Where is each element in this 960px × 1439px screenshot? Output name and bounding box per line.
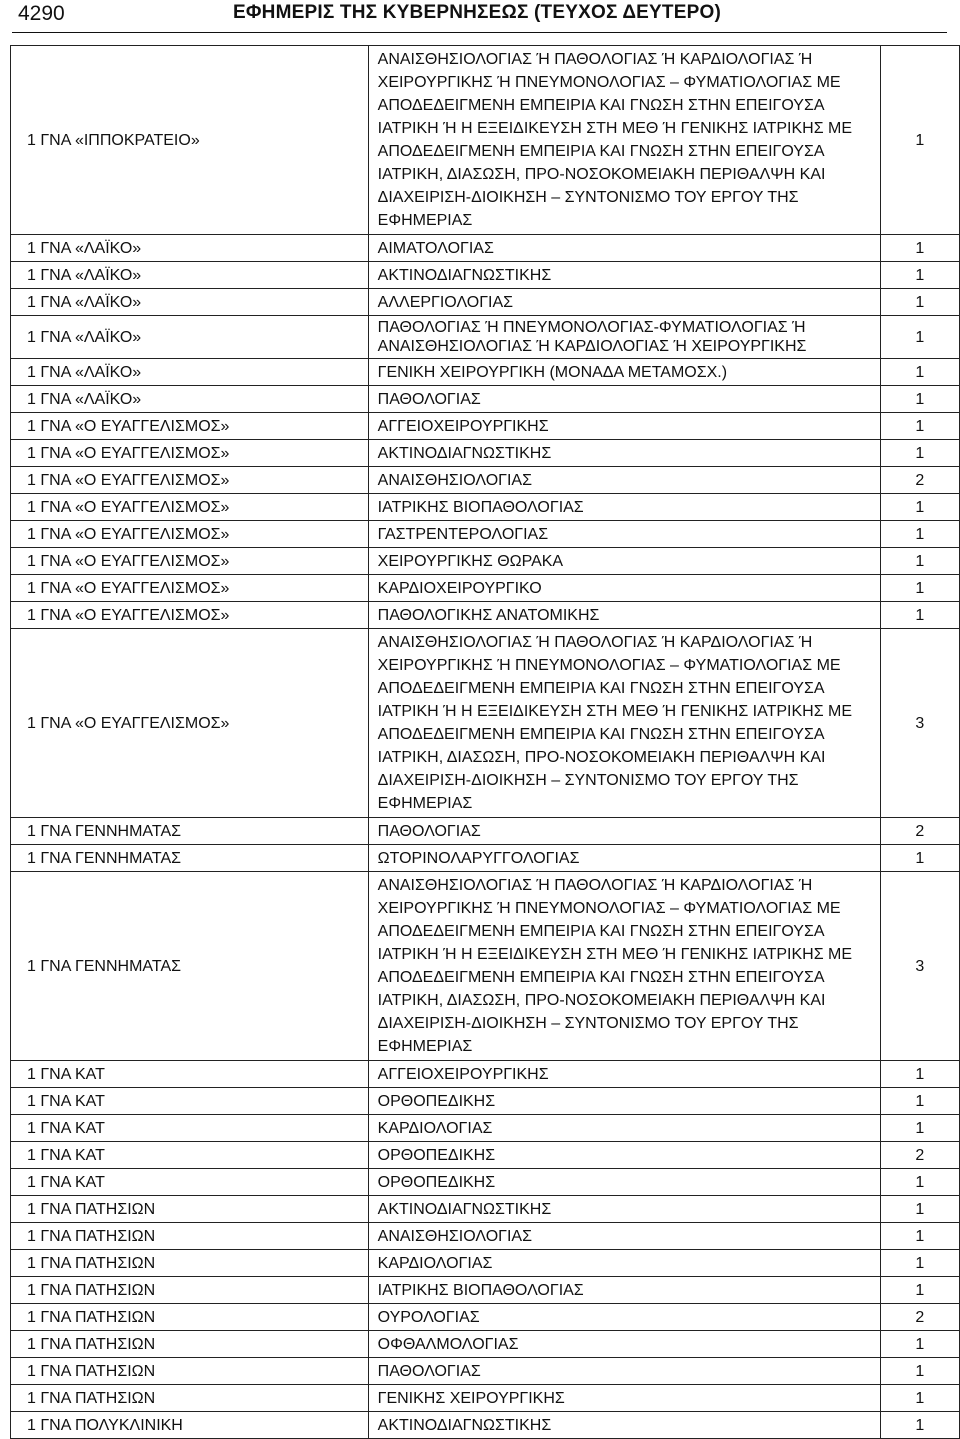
count-cell: 1 [880,1115,959,1142]
hospital-cell: 1 ΓΝΑ ΚΑΤ [11,1169,369,1196]
specialty-cell: ΧΕΙΡΟΥΡΓΙΚΗΣ ΘΩΡΑΚΑ [368,548,880,575]
specialty-cell: ΠΑΘΟΛΟΓΙΑΣ [368,1358,880,1385]
count-cell: 2 [880,467,959,494]
hospital-cell: 1 ΓΝΑ «Ο ΕΥΑΓΓΕΛΙΣΜΟΣ» [11,575,369,602]
table-row [11,1331,960,1358]
hospital-cell: 1 ΓΝΑ ΓΕΝΝΗΜΑΤΑΣ [11,845,369,872]
hospital-cell: 1 ΓΝΑ ΓΕΝΝΗΜΑΤΑΣ [11,872,369,1061]
table-row [11,1385,960,1412]
hospital-cell: 1 ΓΝΑ «Ο ΕΥΑΓΓΕΛΙΣΜΟΣ» [11,440,369,467]
hospital-cell: 1 ΓΝΑ «ΛΑΪΚΟ» [11,386,369,413]
hospital-cell: 1 ΓΝΑ ΠΑΤΗΣΙΩΝ [11,1331,369,1358]
table-row [11,467,960,494]
hospital-cell: 1 ΓΝΑ ΠΑΤΗΣΙΩΝ [11,1304,369,1331]
specialty-cell: ΓΑΣΤΡΕΝΤΕΡΟΛΟΓΙΑΣ [368,521,880,548]
hospital-cell: 1 ΓΝΑ «Ο ΕΥΑΓΓΕΛΙΣΜΟΣ» [11,467,369,494]
specialty-cell: ΚΑΡΔΙΟΛΟΓΙΑΣ [368,1250,880,1277]
specialty-cell: ΑΝΑΙΣΘΗΣΙΟΛΟΓΙΑΣ [368,467,880,494]
specialty-cell: ΙΑΤΡΙΚΗΣ ΒΙΟΠΑΘΟΛΟΓΙΑΣ [368,1277,880,1304]
table-row [11,602,960,629]
table-row [11,1277,960,1304]
count-cell: 1 [880,1277,959,1304]
table-row [11,1088,960,1115]
count-cell: 1 [880,1358,959,1385]
table-row [11,289,960,316]
specialty-cell: ΩΤΟΡΙΝΟΛΑΡΥΓΓΟΛΟΓΙΑΣ [368,845,880,872]
table-row [11,1412,960,1439]
specialty-cell: ΠΑΘΟΛΟΓΙΑΣ [368,818,880,845]
count-cell: 1 [880,494,959,521]
hospital-cell: 1 ΓΝΑ ΠΑΤΗΣΙΩΝ [11,1277,369,1304]
specialty-cell: ΟΡΘΟΠΕΔΙΚΗΣ [368,1088,880,1115]
specialty-cell: ΚΑΡΔΙΟΧΕΙΡΟΥΡΓΙΚΟ [368,575,880,602]
table-row [11,845,960,872]
table-row [11,386,960,413]
table-row [11,575,960,602]
count-cell: 1 [880,548,959,575]
table-row [11,46,960,235]
hospital-cell: 1 ΓΝΑ ΠΑΤΗΣΙΩΝ [11,1196,369,1223]
count-cell: 1 [880,262,959,289]
hospital-cell: 1 ΓΝΑ ΚΑΤ [11,1088,369,1115]
count-cell: 1 [880,1196,959,1223]
table-row [11,629,960,818]
hospital-cell: 1 ΓΝΑ ΚΑΤ [11,1142,369,1169]
hospital-cell: 1 ΓΝΑ «Ο ΕΥΑΓΓΕΛΙΣΜΟΣ» [11,494,369,521]
count-cell: 1 [880,235,959,262]
table-row [11,235,960,262]
table-row [11,262,960,289]
table-row [11,521,960,548]
specialty-cell: ΑΝΑΙΣΘΗΣΙΟΛΟΓΙΑΣ [368,1223,880,1250]
table-row [11,1115,960,1142]
specialty-cell: ΟΦΘΑΛΜΟΛΟΓΙΑΣ [368,1331,880,1358]
table-row [11,1142,960,1169]
count-cell: 1 [880,440,959,467]
count-cell: 1 [880,1250,959,1277]
hospital-cell: 1 ΓΝΑ ΚΑΤ [11,1115,369,1142]
positions-table [10,45,960,1439]
table-row [11,440,960,467]
specialty-cell: ΑΝΑΙΣΘΗΣΙΟΛΟΓΙΑΣ Ή ΠΑΘΟΛΟΓΙΑΣ Ή ΚΑΡΔΙΟΛΟΓΙΑΣ Ή ΧΕΙΡΟΥΡΓΙΚΗΣ Ή ΠΝΕΥΜΟΝΟΛΟΓΙΑΣ – ΦΥΜΑΤΙΟΛΟΓΙΑΣ ΜΕ ΑΠΟΔΕΔΕΙΓΜΕΝΗ ΕΜΠΕΙΡΙΑ ΚΑΙ ΓΝΩΣΗ ΣΤΗΝ ΕΠΕΙΓΟΥΣΑ ΙΑΤΡΙΚΗ Ή Η ΕΞΕΙΔΙΚΕΥΣΗ ΣΤΗ ΜΕΘ Ή ΓΕΝΙΚΗΣ ΙΑΤΡΙΚΗΣ ΜΕ ΑΠΟΔΕΔΕΙΓΜΕΝΗ ΕΜΠΕΙΡΙΑ ΚΑΙ ΓΝΩΣΗ ΣΤΗΝ ΕΠΕΙΓΟΥΣΑ ΙΑΤΡΙΚΗ, ΔΙΑΣΩΣΗ, ΠΡΟ-ΝΟΣΟΚΟΜΕΙΑΚΗ ΠΕΡΙΘΑΛΨΗ ΚΑΙ ΔΙΑΧΕΙΡΙΣΗ-ΔΙΟΙΚΗΣΗ – ΣΥΝΤΟΝΙΣΜΟ ΤΟΥ ΕΡΓΟΥ ΤΗΣ ΕΦΗΜΕΡΙΑΣ [368,872,880,1061]
specialty-cell: ΠΑΘΟΛΟΓΙΑΣ [368,386,880,413]
specialty-cell: ΑΛΛΕΡΓΙΟΛΟΓΙΑΣ [368,289,880,316]
hospital-cell: 1 ΓΝΑ ΠΑΤΗΣΙΩΝ [11,1223,369,1250]
specialty-cell: ΟΥΡΟΛΟΓΙΑΣ [368,1304,880,1331]
page-header [0,0,960,36]
count-cell: 1 [880,521,959,548]
hospital-cell: 1 ΓΝΑ ΠΑΤΗΣΙΩΝ [11,1385,369,1412]
table-row [11,316,960,359]
hospital-cell: 1 ΓΝΑ «Ο ΕΥΑΓΓΕΛΙΣΜΟΣ» [11,629,369,818]
hospital-cell: 1 ΓΝΑ ΓΕΝΝΗΜΑΤΑΣ [11,818,369,845]
hospital-cell: 1 ΓΝΑ «ΛΑΪΚΟ» [11,235,369,262]
hospital-cell: 1 ΓΝΑ «Ο ΕΥΑΓΓΕΛΙΣΜΟΣ» [11,521,369,548]
count-cell: 1 [880,359,959,386]
hospital-cell: 1 ΓΝΑ ΠΟΛΥΚΛΙΝΙΚΗ [11,1412,369,1439]
specialty-cell: ΑΝΑΙΣΘΗΣΙΟΛΟΓΙΑΣ Ή ΠΑΘΟΛΟΓΙΑΣ Ή ΚΑΡΔΙΟΛΟΓΙΑΣ Ή ΧΕΙΡΟΥΡΓΙΚΗΣ Ή ΠΝΕΥΜΟΝΟΛΟΓΙΑΣ – ΦΥΜΑΤΙΟΛΟΓΙΑΣ ΜΕ ΑΠΟΔΕΔΕΙΓΜΕΝΗ ΕΜΠΕΙΡΙΑ ΚΑΙ ΓΝΩΣΗ ΣΤΗΝ ΕΠΕΙΓΟΥΣΑ ΙΑΤΡΙΚΗ Ή Η ΕΞΕΙΔΙΚΕΥΣΗ ΣΤΗ ΜΕΘ Ή ΓΕΝΙΚΗΣ ΙΑΤΡΙΚΗΣ ΜΕ ΑΠΟΔΕΔΕΙΓΜΕΝΗ ΕΜΠΕΙΡΙΑ ΚΑΙ ΓΝΩΣΗ ΣΤΗΝ ΕΠΕΙΓΟΥΣΑ ΙΑΤΡΙΚΗ, ΔΙΑΣΩΣΗ, ΠΡΟ-ΝΟΣΟΚΟΜΕΙΑΚΗ ΠΕΡΙΘΑΛΨΗ ΚΑΙ ΔΙΑΧΕΙΡΙΣΗ-ΔΙΟΙΚΗΣΗ – ΣΥΝΤΟΝΙΣΜΟ ΤΟΥ ΕΡΓΟΥ ΤΗΣ ΕΦΗΜΕΡΙΑΣ [368,46,880,235]
hospital-cell: 1 ΓΝΑ «ΛΑΪΚΟ» [11,262,369,289]
count-cell: 1 [880,845,959,872]
specialty-cell: ΑΚΤΙΝΟΔΙΑΓΝΩΣΤΙΚΗΣ [368,440,880,467]
table-row [11,1304,960,1331]
specialty-cell: ΑΚΤΙΝΟΔΙΑΓΝΩΣΤΙΚΗΣ [368,1196,880,1223]
count-cell: 2 [880,1142,959,1169]
count-cell: 1 [880,1223,959,1250]
count-cell: 1 [880,1331,959,1358]
specialty-cell: ΚΑΡΔΙΟΛΟΓΙΑΣ [368,1115,880,1142]
specialty-cell: ΓΕΝΙΚΗΣ ΧΕΙΡΟΥΡΓΙΚΗΣ [368,1385,880,1412]
count-cell: 2 [880,818,959,845]
specialty-cell: ΟΡΘΟΠΕΔΙΚΗΣ [368,1169,880,1196]
specialty-cell: ΓΕΝΙΚΗ ΧΕΙΡΟΥΡΓΙΚΗ (ΜΟΝΑΔΑ ΜΕΤΑΜΟΣΧ.) [368,359,880,386]
hospital-cell: 1 ΓΝΑ «ΙΠΠΟΚΡΑΤΕΙΟ» [11,46,369,235]
hospital-cell: 1 ΓΝΑ «Ο ΕΥΑΓΓΕΛΙΣΜΟΣ» [11,413,369,440]
count-cell: 1 [880,46,959,235]
table-row [11,1196,960,1223]
table-row [11,1223,960,1250]
hospital-cell: 1 ΓΝΑ «Ο ΕΥΑΓΓΕΛΙΣΜΟΣ» [11,602,369,629]
specialty-cell: ΙΑΤΡΙΚΗΣ ΒΙΟΠΑΘΟΛΟΓΙΑΣ [368,494,880,521]
specialty-cell: ΑΓΓΕΙΟΧΕΙΡΟΥΡΓΙΚΗΣ [368,1061,880,1088]
specialty-cell: ΑΓΓΕΙΟΧΕΙΡΟΥΡΓΙΚΗΣ [368,413,880,440]
count-cell: 3 [880,629,959,818]
specialty-cell: ΑΚΤΙΝΟΔΙΑΓΝΩΣΤΙΚΗΣ [368,1412,880,1439]
table-row [11,872,960,1061]
specialty-cell: ΟΡΘΟΠΕΔΙΚΗΣ [368,1142,880,1169]
count-cell: 1 [880,1061,959,1088]
specialty-cell: ΠΑΘΟΛΟΓΙΑΣ Ή ΠΝΕΥΜΟΝΟΛΟΓΙΑΣ-ΦΥΜΑΤΙΟΛΟΓΙΑΣ Ή ΑΝΑΙΣΘΗΣΙΟΛΟΓΙΑΣ Ή ΚΑΡΔΙΟΛΟΓΙΑΣ Ή ΧΕΙΡΟΥΡΓΙΚΗΣ [368,316,880,359]
count-cell: 1 [880,413,959,440]
table-row [11,548,960,575]
specialty-cell: ΠΑΘΟΛΟΓΙΚΗΣ ΑΝΑΤΟΜΙΚΗΣ [368,602,880,629]
journal-title: ΕΦΗΜΕΡΙΣ ΤΗΣ ΚΥΒΕΡΝΗΣΕΩΣ (ΤΕΥΧΟΣ ΔΕΥΤΕΡΟ) [233,2,721,23]
table-row [11,818,960,845]
hospital-cell: 1 ΓΝΑ «Ο ΕΥΑΓΓΕΛΙΣΜΟΣ» [11,548,369,575]
count-cell: 1 [880,602,959,629]
hospital-cell: 1 ΓΝΑ ΠΑΤΗΣΙΩΝ [11,1250,369,1277]
count-cell: 1 [880,1385,959,1412]
table-row [11,413,960,440]
table-row [11,359,960,386]
table-row [11,1061,960,1088]
header-divider [12,32,947,33]
count-cell: 1 [880,316,959,359]
count-cell: 2 [880,1304,959,1331]
count-cell: 1 [880,1169,959,1196]
hospital-cell: 1 ΓΝΑ «ΛΑΪΚΟ» [11,359,369,386]
count-cell: 3 [880,872,959,1061]
count-cell: 1 [880,1412,959,1439]
hospital-cell: 1 ΓΝΑ ΚΑΤ [11,1061,369,1088]
count-cell: 1 [880,386,959,413]
count-cell: 1 [880,1088,959,1115]
specialty-cell: ΑΙΜΑΤΟΛΟΓΙΑΣ [368,235,880,262]
count-cell: 1 [880,289,959,316]
page-number: 4290 [18,2,65,25]
table-row [11,1169,960,1196]
table-row [11,494,960,521]
table-row [11,1250,960,1277]
specialty-cell: ΑΝΑΙΣΘΗΣΙΟΛΟΓΙΑΣ Ή ΠΑΘΟΛΟΓΙΑΣ Ή ΚΑΡΔΙΟΛΟΓΙΑΣ Ή ΧΕΙΡΟΥΡΓΙΚΗΣ Ή ΠΝΕΥΜΟΝΟΛΟΓΙΑΣ – ΦΥΜΑΤΙΟΛΟΓΙΑΣ ΜΕ ΑΠΟΔΕΔΕΙΓΜΕΝΗ ΕΜΠΕΙΡΙΑ ΚΑΙ ΓΝΩΣΗ ΣΤΗΝ ΕΠΕΙΓΟΥΣΑ ΙΑΤΡΙΚΗ Ή Η ΕΞΕΙΔΙΚΕΥΣΗ ΣΤΗ ΜΕΘ Ή ΓΕΝΙΚΗΣ ΙΑΤΡΙΚΗΣ ΜΕ ΑΠΟΔΕΔΕΙΓΜΕΝΗ ΕΜΠΕΙΡΙΑ ΚΑΙ ΓΝΩΣΗ ΣΤΗΝ ΕΠΕΙΓΟΥΣΑ ΙΑΤΡΙΚΗ, ΔΙΑΣΩΣΗ, ΠΡΟ-ΝΟΣΟΚΟΜΕΙΑΚΗ ΠΕΡΙΘΑΛΨΗ ΚΑΙ ΔΙΑΧΕΙΡΙΣΗ-ΔΙΟΙΚΗΣΗ – ΣΥΝΤΟΝΙΣΜΟ ΤΟΥ ΕΡΓΟΥ ΤΗΣ ΕΦΗΜΕΡΙΑΣ [368,629,880,818]
hospital-cell: 1 ΓΝΑ «ΛΑΪΚΟ» [11,289,369,316]
count-cell: 1 [880,575,959,602]
table-row [11,1358,960,1385]
hospital-cell: 1 ΓΝΑ ΠΑΤΗΣΙΩΝ [11,1358,369,1385]
hospital-cell: 1 ΓΝΑ «ΛΑΪΚΟ» [11,316,369,359]
specialty-cell: ΑΚΤΙΝΟΔΙΑΓΝΩΣΤΙΚΗΣ [368,262,880,289]
